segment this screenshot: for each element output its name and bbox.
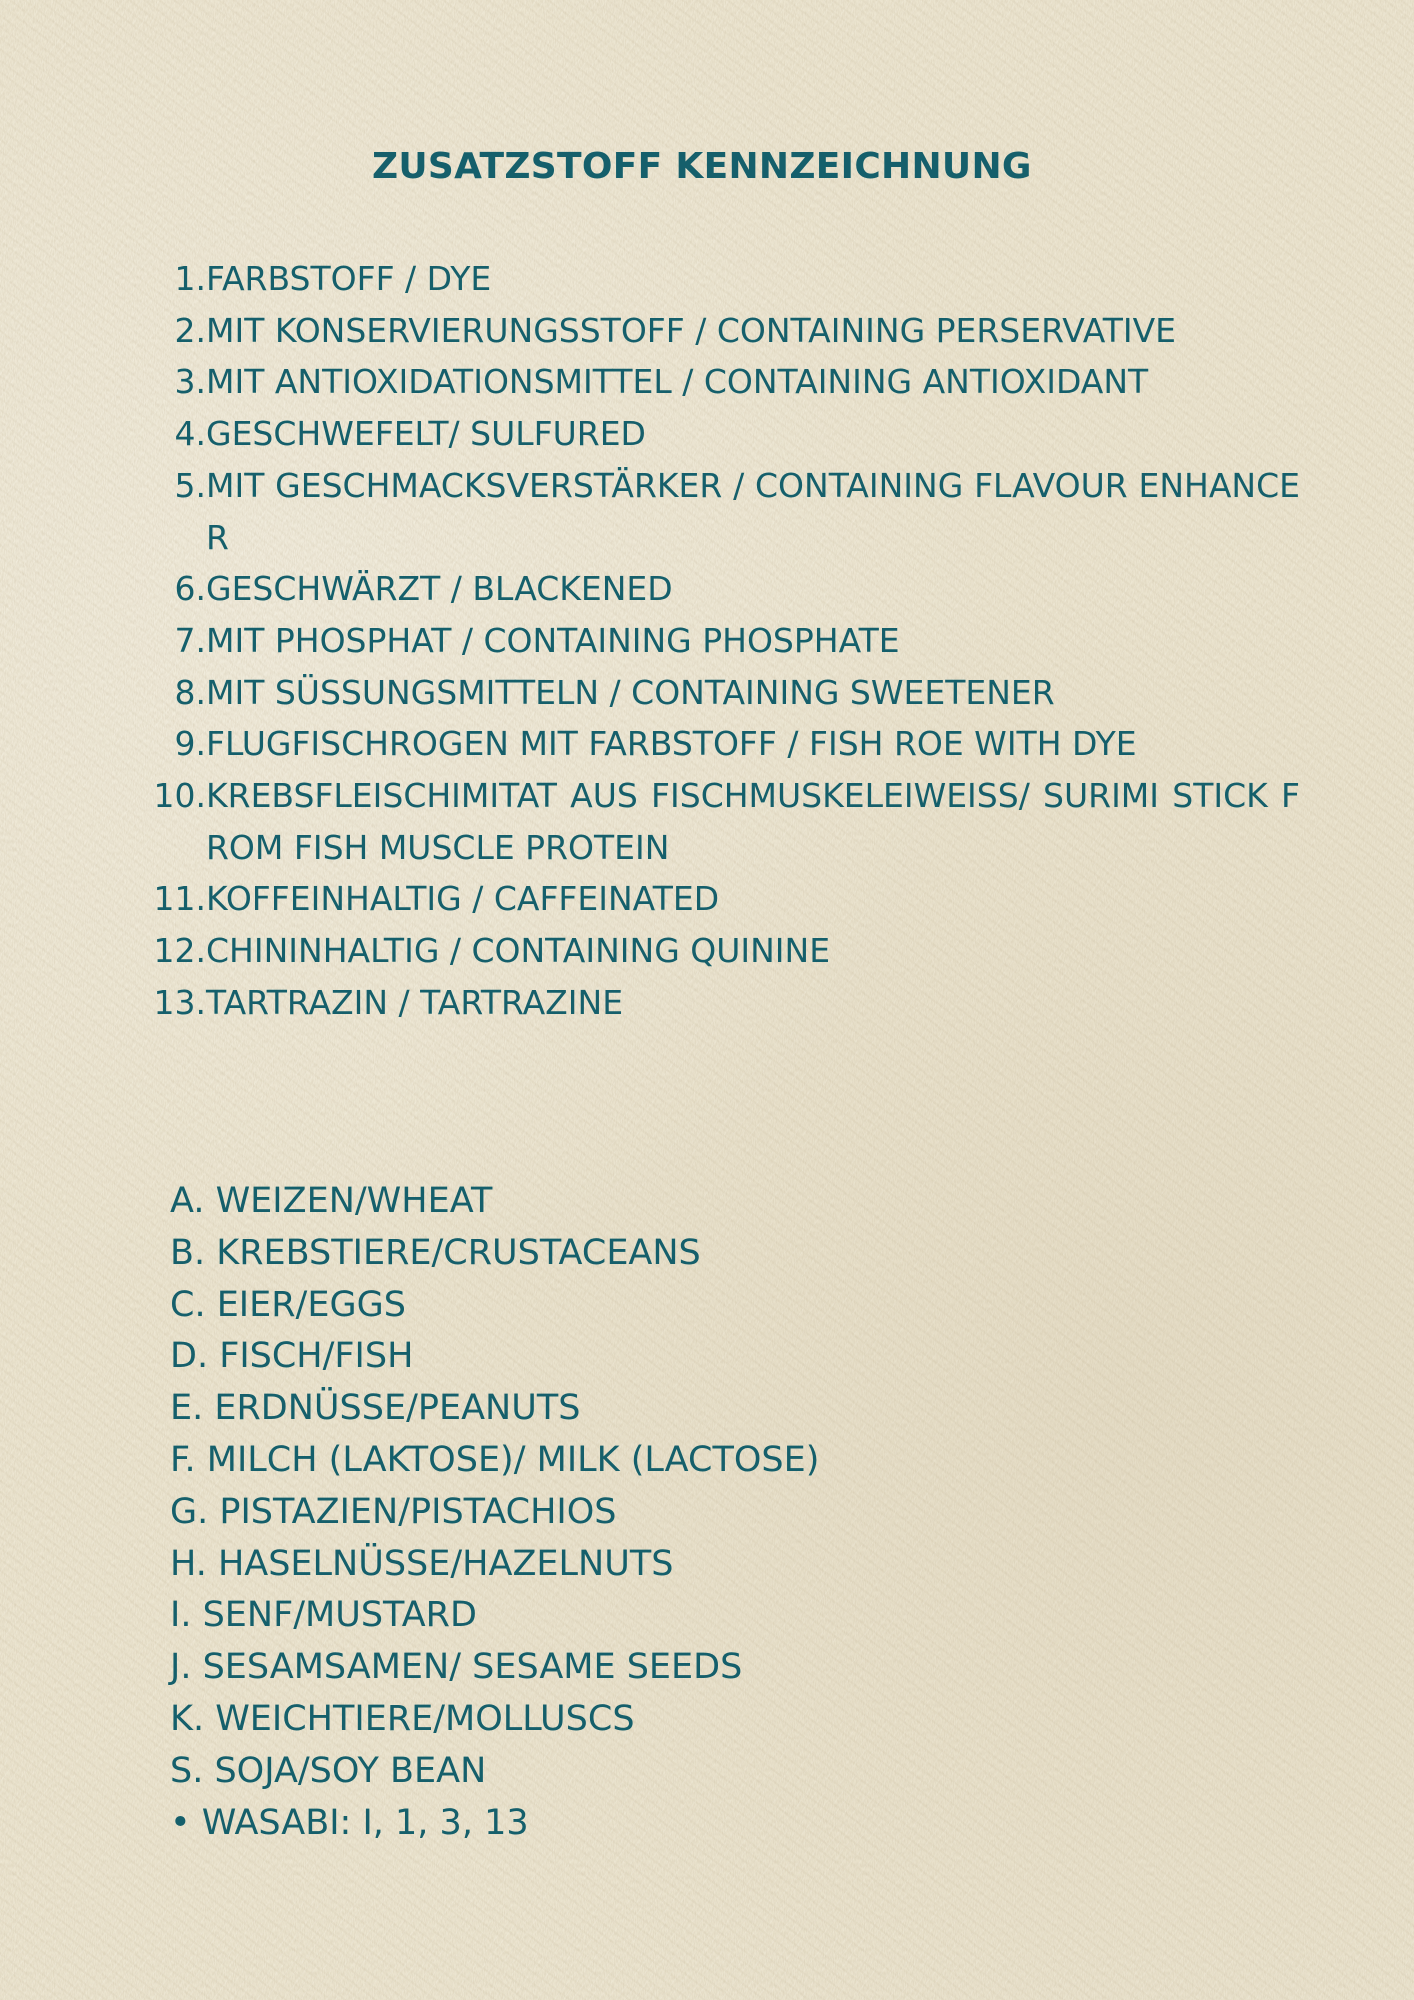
additive-text: KREBSFLEISCHIMITAT AUS FISCHMUSKELEIWEISS/ SURIMI STICK FROM FISH MUSCLE PROTEIN [206,776,1300,867]
additive-text: MIT PHOSPHAT / CONTAINING PHOSPHATE [206,620,900,660]
additive-text: MIT SÜSSUNGSMITTELN / CONTAINING SWEETENER [206,672,1055,712]
additive-item [140,667,1300,719]
additive-item [140,356,1300,408]
additive-text: TARTRAZIN / TARTRAZINE [206,982,624,1022]
additive-text: FARBSTOFF / DYE [206,259,492,298]
allergen-item: S. SOJA/SOY BEAN [170,1750,487,1791]
allergens-list [170,1176,819,1849]
allergen-item: A. WEIZEN/WHEAT [170,1181,493,1221]
allergen-item: E. ERDNÜSSE/PEANUTS [170,1388,581,1429]
additive-item [140,305,1300,357]
additives-list [140,253,1300,1029]
allergen-item: B. KREBSTIERE/CRUSTACEANS [170,1232,701,1273]
additive-number: 12. [153,931,206,971]
additive-item [140,977,1300,1029]
additive-text: FLUGFISCHROGEN MIT FARBSTOFF / FISH ROE WITH DYE [206,724,1137,764]
additive-text: KOFFEINHALTIG / CAFFEINATED [206,879,720,919]
additive-number: 11. [153,879,206,919]
additive-text: MIT KONSERVIERUNGSSTOFF / CONTAINING PERSERVATIVE [206,310,1177,350]
allergen-item: I. SENF/MUSTARD [170,1595,477,1636]
additive-number: 1. [174,259,206,298]
allergen-item: F. MILCH (LAKTOSE)/ MILK (LACTOSE) [170,1439,820,1480]
additive-item [140,460,1300,563]
additive-number: 5. [174,465,206,505]
allergen-item: D. FISCH/FISH [170,1336,414,1377]
additive-item [140,770,1300,873]
additive-text: MIT ANTIOXIDATIONSMITTEL / CONTAINING ANTIOXIDANT [206,362,1149,402]
allergen-item: K. WEICHTIERE/MOLLUSCS [170,1698,635,1739]
additive-number: 6. [174,569,206,609]
allergen-item: J. SESAMSAMEN/ SESAME SEEDS [170,1647,743,1688]
allergen-item: C. EIER/EGGS [170,1284,406,1325]
allergen-item: • WASABI: I, 1, 3, 13 [170,1802,529,1843]
additive-text: GESCHWEFELT/ SULFURED [206,414,646,454]
additive-item [140,873,1300,925]
additive-number: 9. [174,724,206,764]
additive-number: 4. [174,414,206,454]
page-title: ZUSATZSTOFF KENNZEICHNUNG [372,146,1032,187]
additive-text: CHININHALTIG / CONTAINING QUININE [206,931,831,971]
additive-item [140,563,1300,615]
additive-number: 10. [153,776,206,816]
additive-text: MIT GESCHMACKSVERSTÄRKER / CONTAINING FLAVOUR ENHANCER [206,465,1300,557]
additive-number: 3. [174,362,206,402]
additive-item [140,718,1300,770]
additive-number: 13. [153,982,206,1022]
additive-number: 2. [174,310,206,350]
additive-item [140,615,1300,667]
additive-item [140,253,1300,305]
additive-number: 8. [174,672,206,712]
additive-number: 7. [174,620,206,660]
allergen-item: H. HASELNÜSSE/HAZELNUTS [170,1543,674,1584]
additive-item [140,408,1300,460]
additive-item [140,925,1300,977]
allergen-item: G. PISTAZIEN/PISTACHIOS [170,1491,617,1532]
additive-text: GESCHWÄRZT / BLACKENED [206,569,673,609]
